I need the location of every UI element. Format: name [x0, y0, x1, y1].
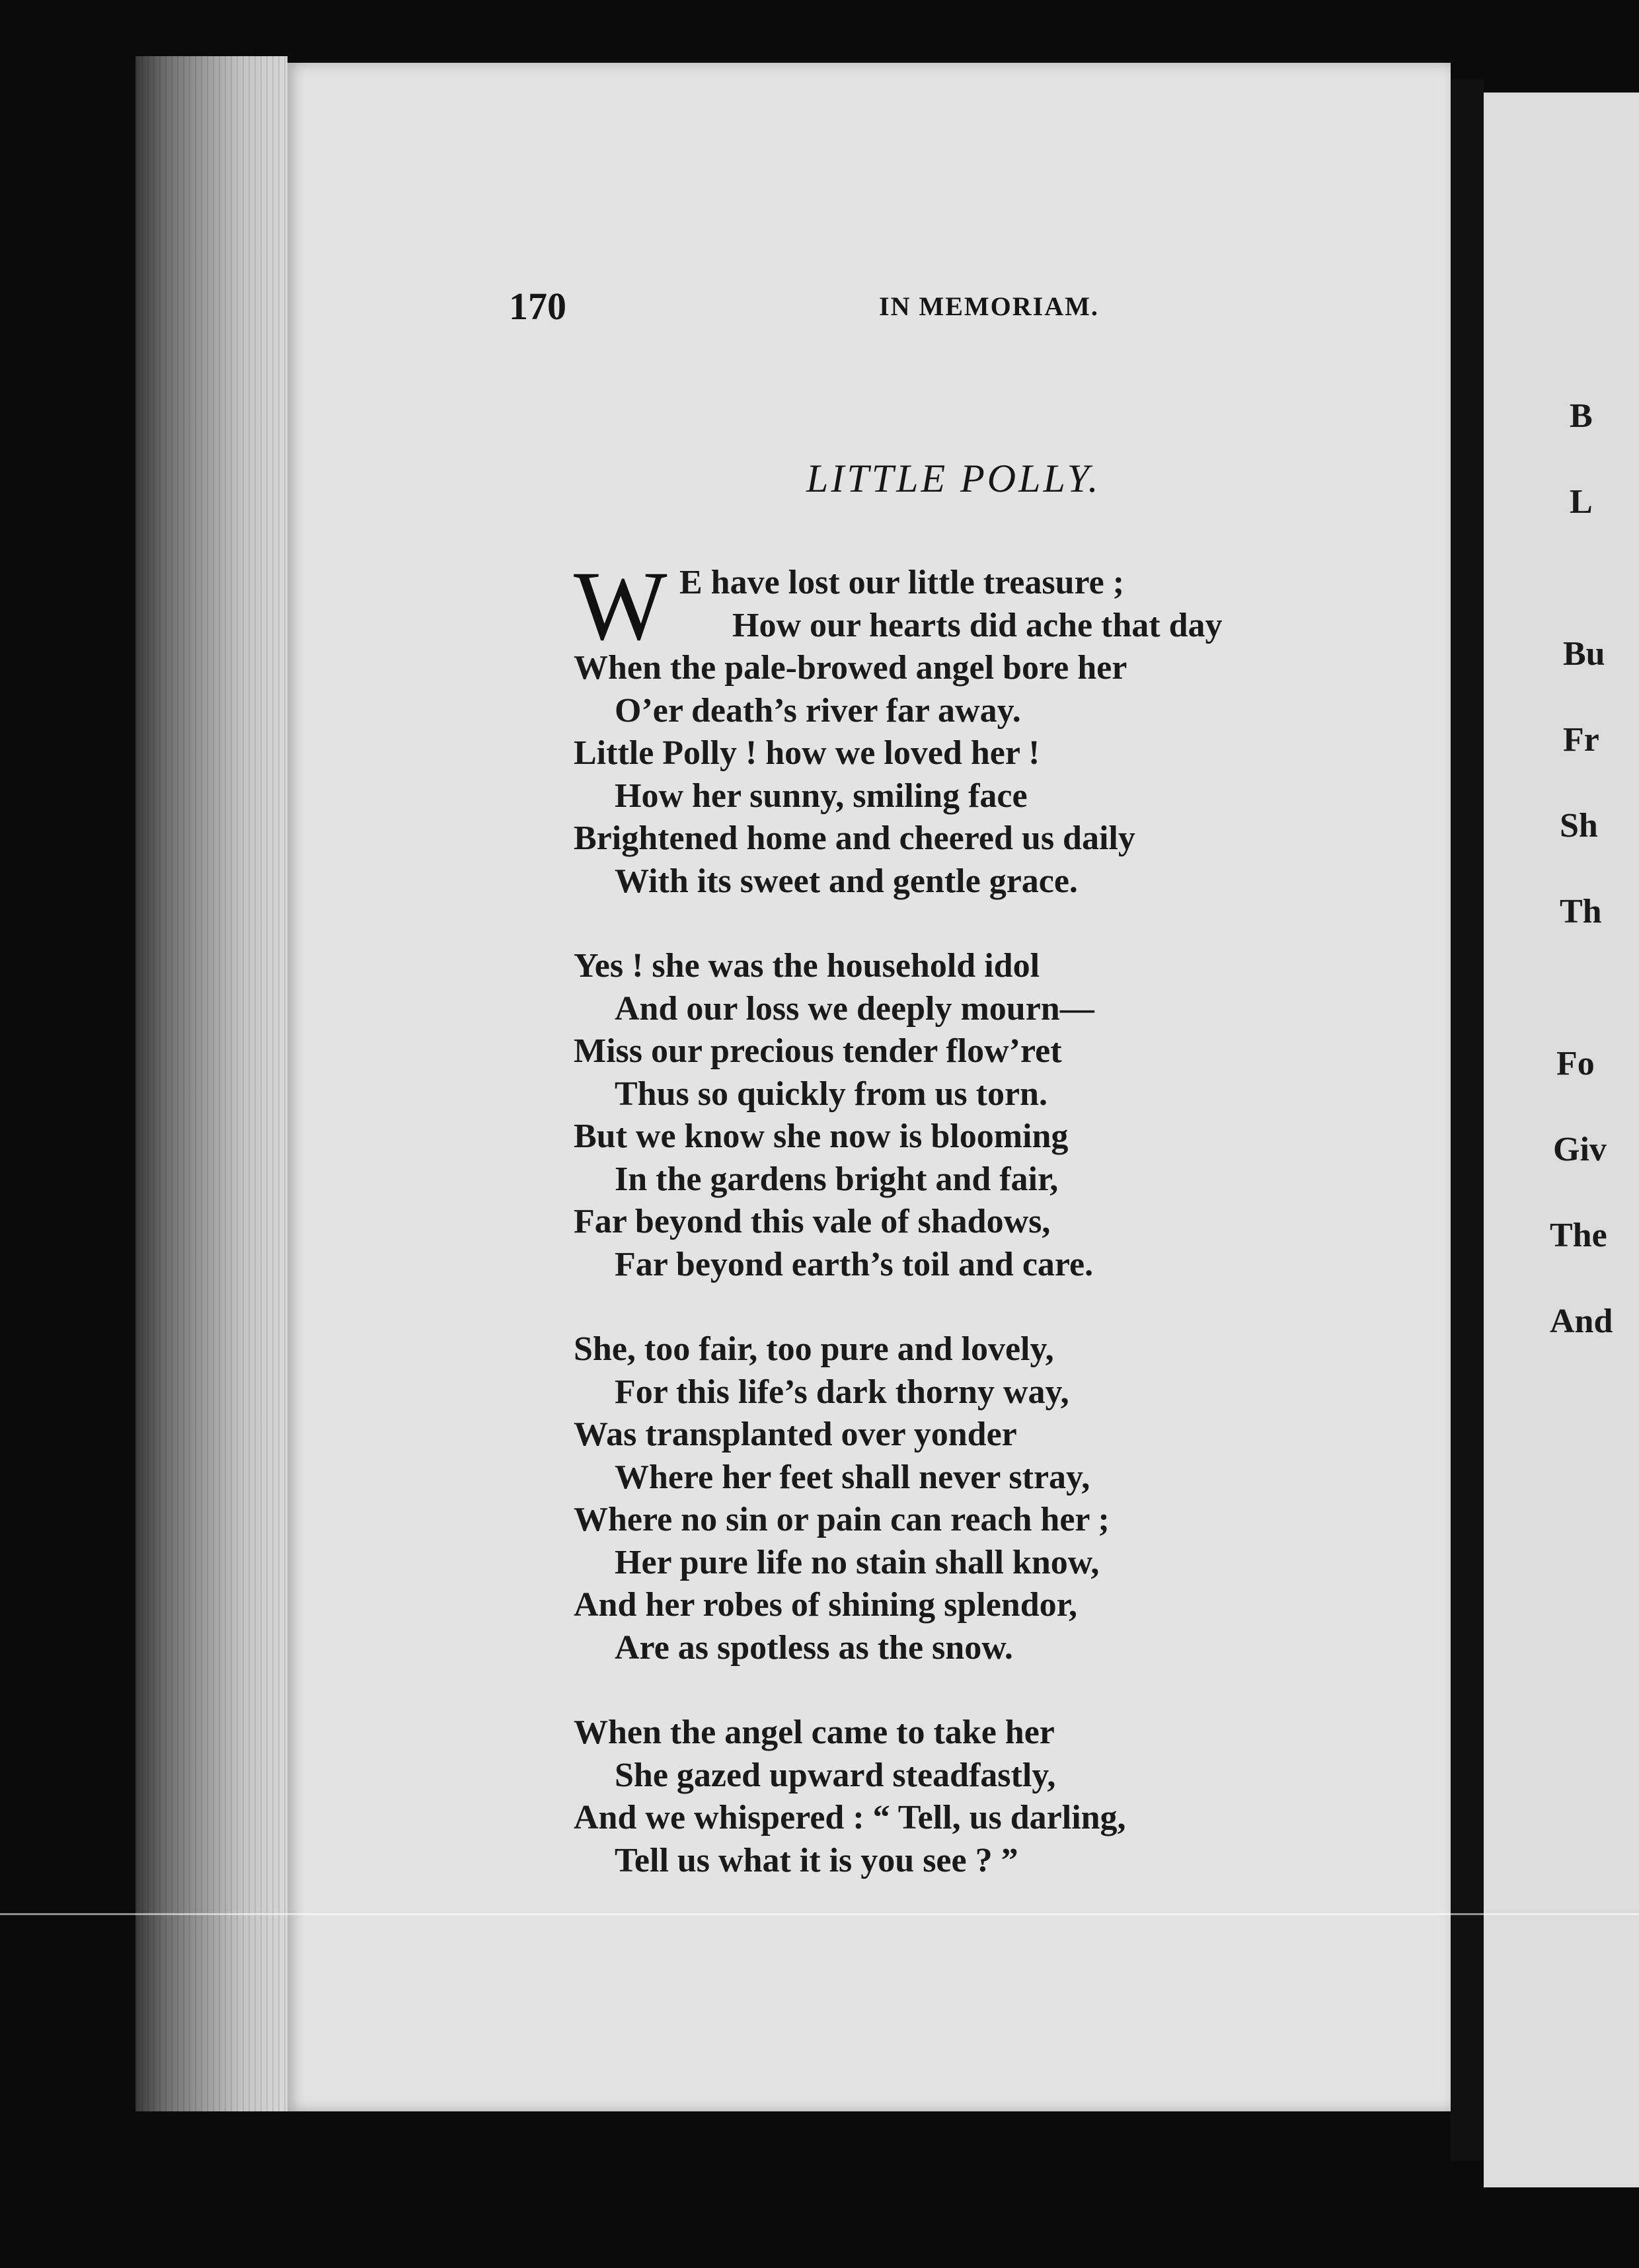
- poem-body: [574, 551, 1406, 1924]
- poem-line: How her sunny, smiling face: [615, 776, 1028, 815]
- facing-fragment: And: [1550, 1303, 1613, 1340]
- poem-line: Where her feet shall never stray,: [615, 1458, 1090, 1496]
- facing-fragment: B: [1570, 397, 1593, 435]
- running-head-title: IN MEMORIAM.: [879, 291, 1099, 321]
- poem-line: Where no sin or pain can reach her ;: [574, 1501, 1110, 1538]
- facing-fragment: Fo: [1556, 1045, 1595, 1082]
- facing-fragment: Th: [1560, 893, 1602, 930]
- poem-line: She, too fair, too pure and lovely,: [574, 1330, 1054, 1368]
- poem-line: Her pure life no stain shall know,: [615, 1543, 1100, 1581]
- scan-artifact-line: [0, 1913, 1639, 1915]
- stanza-3: [574, 1328, 1406, 1669]
- poem-line: And our loss we deeply mourn—: [615, 989, 1094, 1028]
- poem-line: And we whispered : “ Tell, us darling,: [574, 1799, 1126, 1836]
- book-page-edges: [135, 56, 287, 2111]
- poem-line: O’er death’s river far away.: [615, 691, 1021, 730]
- poem-line: With its sweet and gentle grace.: [615, 862, 1078, 900]
- stanza-4: [574, 1712, 1406, 1882]
- stanza-2: [574, 945, 1406, 1286]
- poem-line: Yes ! she was the household idol: [574, 947, 1040, 985]
- poem-line: Was transplanted over yonder: [574, 1416, 1017, 1453]
- poem-line: Tell us what it is you see ? ”: [615, 1841, 1018, 1879]
- facing-fragment: Giv: [1553, 1131, 1607, 1168]
- facing-fragment: Fr: [1563, 721, 1599, 759]
- page-number: 170: [509, 285, 566, 328]
- facing-fragment: Bu: [1563, 635, 1605, 673]
- poem-line: Brightened home and cheered us daily: [574, 819, 1135, 857]
- poem-line: And her robes of shining splendor,: [574, 1586, 1077, 1624]
- poem-line: When the angel came to take her: [574, 1714, 1055, 1751]
- drop-cap: W: [574, 551, 667, 661]
- poem-line: When the pale-browed angel bore her: [574, 649, 1127, 687]
- poem-title: LITTLE POLLY.: [806, 457, 1101, 500]
- book-gutter: [1451, 79, 1484, 2161]
- poem-line: In the gardens bright and fair,: [615, 1160, 1059, 1198]
- poem-line: E have lost our little treasure ;: [679, 564, 1125, 601]
- facing-fragment: Sh: [1560, 807, 1598, 845]
- poem-line: How our hearts did ache that day: [732, 606, 1223, 644]
- stanza-1: [574, 551, 1406, 903]
- poem-line: For this life’s dark thorny way,: [615, 1373, 1069, 1411]
- poem-line: But we know she now is blooming: [574, 1117, 1069, 1155]
- poem-line: Far beyond earth’s toil and care.: [615, 1245, 1094, 1283]
- poem-line: Miss our precious tender flow’ret: [574, 1032, 1062, 1070]
- facing-fragment: The: [1550, 1217, 1607, 1254]
- poem-line: Are as spotless as the snow.: [615, 1628, 1013, 1667]
- page-edge-texture: [135, 56, 287, 2111]
- facing-fragment: L: [1570, 483, 1593, 521]
- poem-line: She gazed upward steadfastly,: [615, 1756, 1056, 1794]
- poem-line: Far beyond this vale of shadows,: [574, 1203, 1051, 1240]
- poem-line: Thus so quickly from us torn.: [615, 1075, 1048, 1113]
- running-head: [509, 284, 1170, 330]
- poem-line: Little Polly ! how we loved her !: [574, 734, 1040, 772]
